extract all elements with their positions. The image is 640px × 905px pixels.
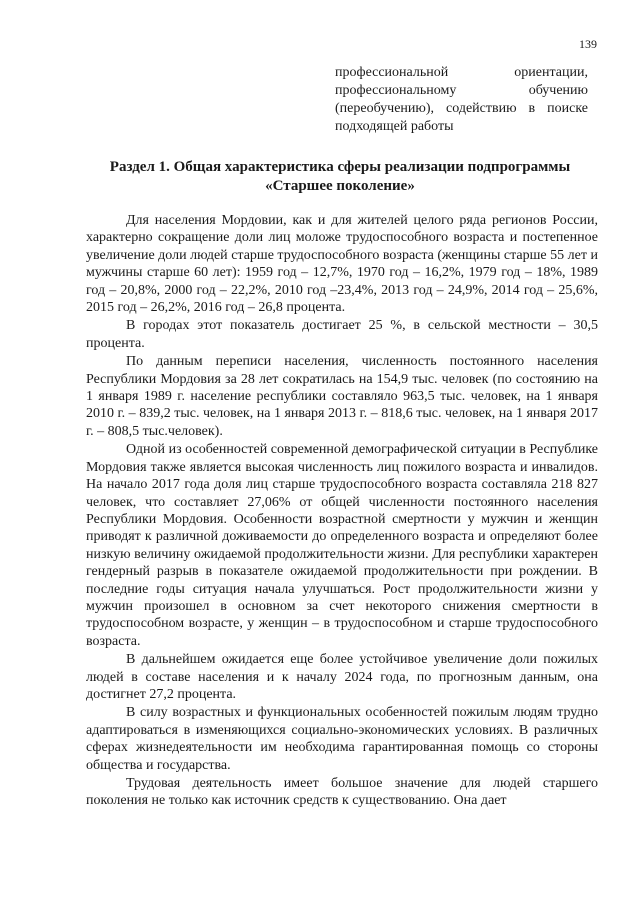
paragraph: В дальнейшем ожидается еще более устойчивое увеличение доли пожилых людей в составе населения и к началу 2024 года, по прогнозным данным, она достигнет 27,2 процента. [86, 652, 598, 702]
continued-text-block: профессиональной ориентации, профессиональному обучению (переобучению), содействию в поиске подходящей работы [335, 65, 588, 134]
paragraph: Трудовая деятельность имеет большое значение для людей старшего поколения не только как источник средств к существованию. Она дает [86, 776, 598, 809]
paragraph: Одной из особенностей современной демографической ситуации в Республике Мордовия также является высокая численность лиц пожилого возраста и инвалидов. На начало 2017 года доля лиц старше трудоспособного возраста составляла 218 827 человек, что составляет 27,06% от общей численности постоянного населения Республики Мордовия. Особенности возрастной смертности у мужчин и женщин приводят к различной доживаемости до определенного возраста и определяют более низкую величину ожидаемой продолжительности жизни. Для республики характерен гендерный разрыв в показателе ожидаемой продолжительности при рождении. В последние годы ситуация начала улучшаться. Рост продолжительности жизни у мужчин произошел в основном за счет некоторого снижения смертности в трудоспособном возрасте, у женщин – в трудоспособном и старше трудоспособного возраста. [86, 442, 598, 649]
paragraph: В городах этот показатель достигает 25 %, в сельской местности – 30,5 процента. [86, 318, 598, 351]
body-text [86, 212, 598, 811]
paragraph: По данным переписи населения, численность постоянного населения Республики Мордовия за 28 лет сократилась на 154,9 тыс. человек (по состоянию на 1 января 1989 г. население республики составляло 963,5 тыс. человек, на 1 января 2010 г. – 839,2 тыс. человек, на 1 января 2013 г. – 818,6 тыс. человек, на 1 января 2017 г. – 808,5 тыс.человек). [86, 354, 598, 439]
paragraph: Для населения Мордовии, как и для жителей целого ряда регионов России, характерно сокращение доли лиц моложе трудоспособного возраста и постепенное увеличение доли людей старше трудоспособного возраста (женщины старше 55 лет и мужчины старше 60 лет): 1959 год – 12,7%, 1970 год – 16,2%, 1979 год – 18%, 1989 год – 20,8%, 2000 год – 22,2%, 2010 год –23,4%, 2013 год – 24,9%, 2014 год – 25,6%, 2015 год – 26,2%, 2016 год – 26,8 процента. [86, 213, 598, 316]
section-title: Раздел 1. Общая характеристика сферы реализации подпрограммы «Старшее поколение» [109, 159, 571, 194]
paragraph: В силу возрастных и функциональных особенностей пожилым людям трудно адаптироваться в изменяющихся социально-экономических условиях. В различных сферах жизнедеятельности им необходима гарантированная помощь со стороны общества и государства. [86, 705, 598, 773]
page-number: 139 [579, 37, 597, 51]
